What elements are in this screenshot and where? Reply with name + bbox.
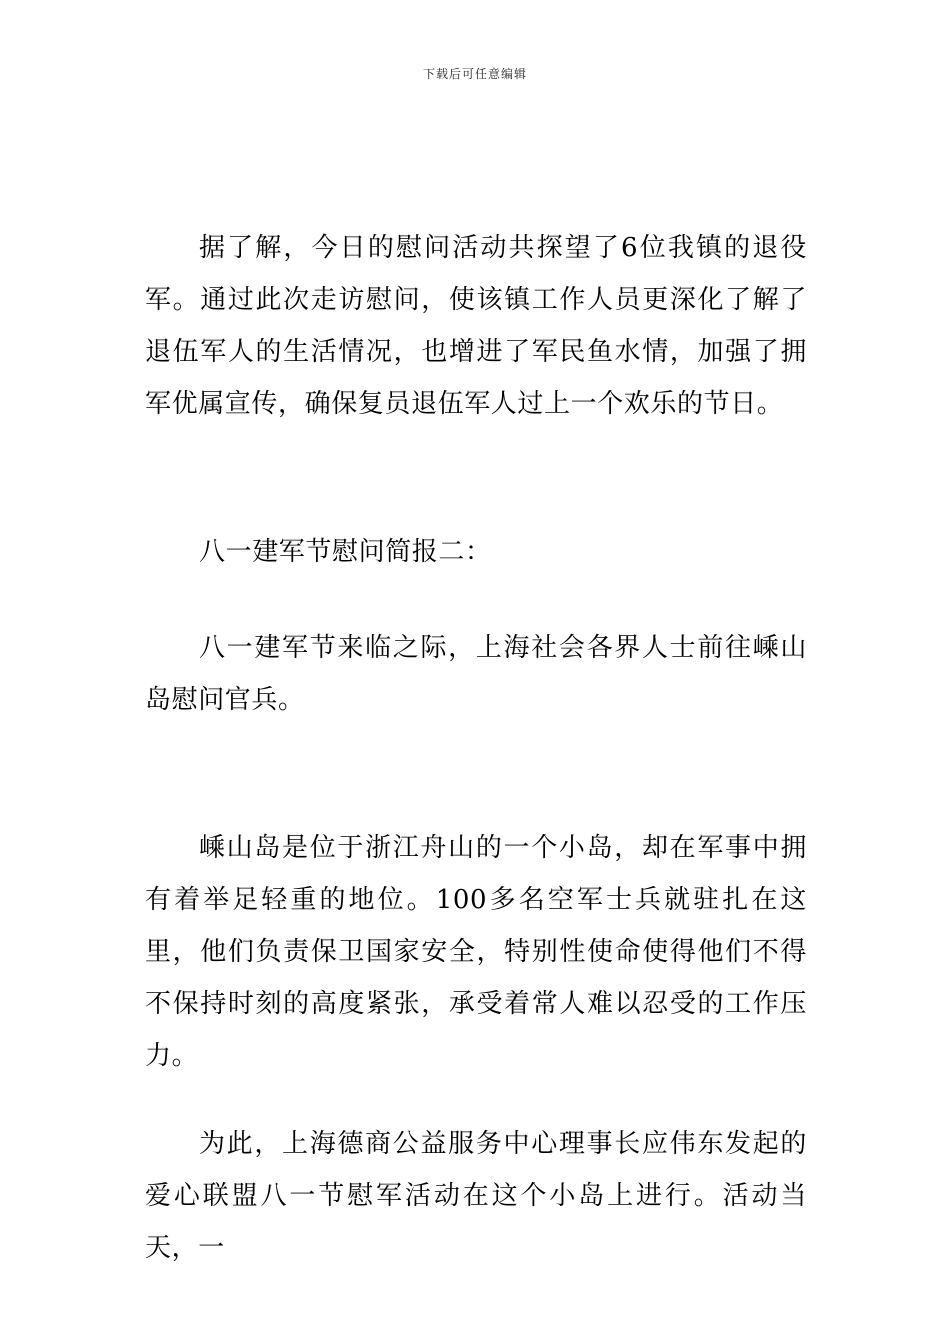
page-header: 下载后可任意编辑 [422,67,527,81]
paragraph-shengshan-visit: 八一建军节来临之际，上海社会各界人士前往嵊山岛慰问官兵。 [145,633,807,715]
paragraph-charity-activity: 为此，上海德商公益服务中心理事长应伟东发起的爱心联盟八一节慰军活动在这个小岛上进行。活动当天，一 [145,1129,807,1263]
paragraph-shengshan-island: 嵊山岛是位于浙江舟山的一个小岛，却在军事中拥有着举足轻重的地位。100多名空军士兵就驻扎在这里，他们负责保卫国家安全，特别性使命使得他们不得不保持时刻的高度紧张，承受着常人难以忍受的工作压力。 [145,833,807,1071]
section-heading-briefing-two: 八一建军节慰问简报二： [199,537,492,567]
paragraph-visit-summary: 据了解，今日的慰问活动共探望了6位我镇的退役军。通过此次走访慰问，使该镇工作人员更深化了解了退伍军人的生活情况，也增进了军民鱼水情，加强了拥军优属宣传，确保复员退伍军人过上一个欢乐的节日。 [145,233,807,419]
